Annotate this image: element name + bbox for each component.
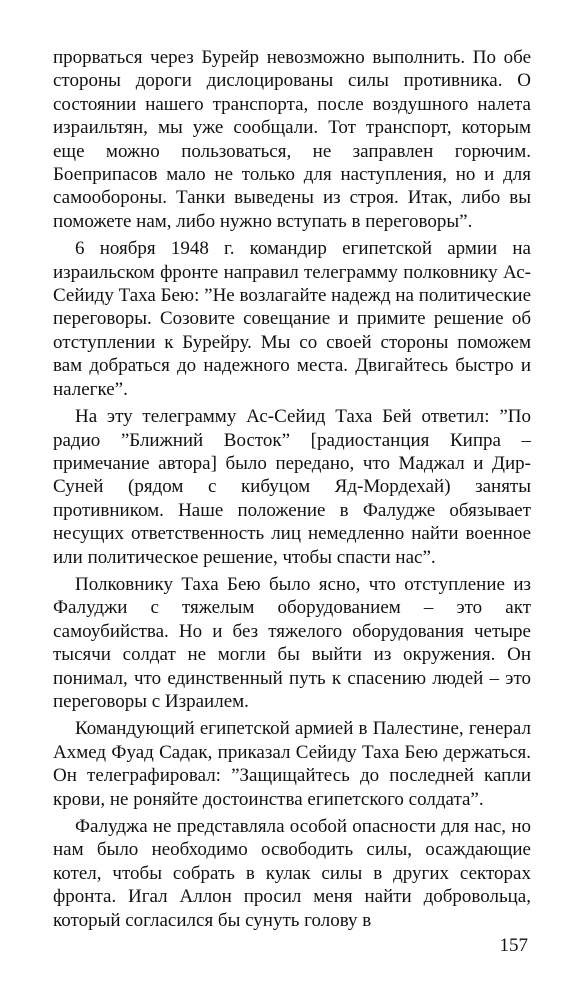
page-body xyxy=(53,46,531,936)
paragraph-3: На эту телеграмму Ас-Сейид Таха Бей ответил: ”По радио ”Ближний Восток” [радиостанция Кипра – примечание автора] было передано, что Маджал и Дир-Суней (рядом с кибуцом Яд-Мордехай) заняты противником. Наше положение в Фалудже обязывает несущих ответственность лиц немедленно найти военное или политическое решение, чтобы спасти нас”. xyxy=(53,406,531,568)
paragraph-2: 6 ноября 1948 г. командир египетской армии на израильском фронте направил телеграмму полковнику Ас-Сейиду Таха Бею: ”Не возлагайте надежд на политические переговоры. Созовите совещание и примите решение об отступлении к Бурейру. Мы со своей стороны поможем вам добраться до надежного места. Двигайтесь быстро и налегке”. xyxy=(53,238,531,400)
page-number: 157 xyxy=(499,935,528,956)
paragraph-1: прорваться через Бурейр невозможно выполнить. По обе стороны дороги дислоцированы силы противника. О состоянии нашего транспорта, после воздушного налета израильтян, мы уже сообщали. Тот транспорт, которым еще можно пользоваться, не заправлен горючим. Боеприпасов мало не только для наступления, но и для самообороны. Танки выведены из строя. Итак, либо вы поможете нам, либо нужно вступать в переговоры”. xyxy=(53,47,531,232)
paragraph-4: Полковнику Таха Бею было ясно, что отступление из Фалуджи с тяжелым оборудованием – это акт самоубийства. Но и без тяжелого оборудования четыре тысячи солдат не могли бы выйти из окружения. Он понимал, что единственный путь к спасению людей – это переговоры с Израилем. xyxy=(53,573,531,712)
paragraph-5: Командующий египетской армией в Палестине, генерал Ахмед Фуад Садак, приказал Сейиду Таха Бею держаться. Он телеграфировал: ”Защищайтесь до последней капли крови, не роняйте достоинства египетского солдата”. xyxy=(53,718,531,810)
paragraph-6: Фалуджа не представляла особой опасности для нас, но нам было необходимо освободить силы, осаждающие котел, чтобы собрать в кулак силы в других секторах фронта. Игал Аллон просил меня найти добровольца, который согласился бы сунуть голову в xyxy=(53,816,531,931)
